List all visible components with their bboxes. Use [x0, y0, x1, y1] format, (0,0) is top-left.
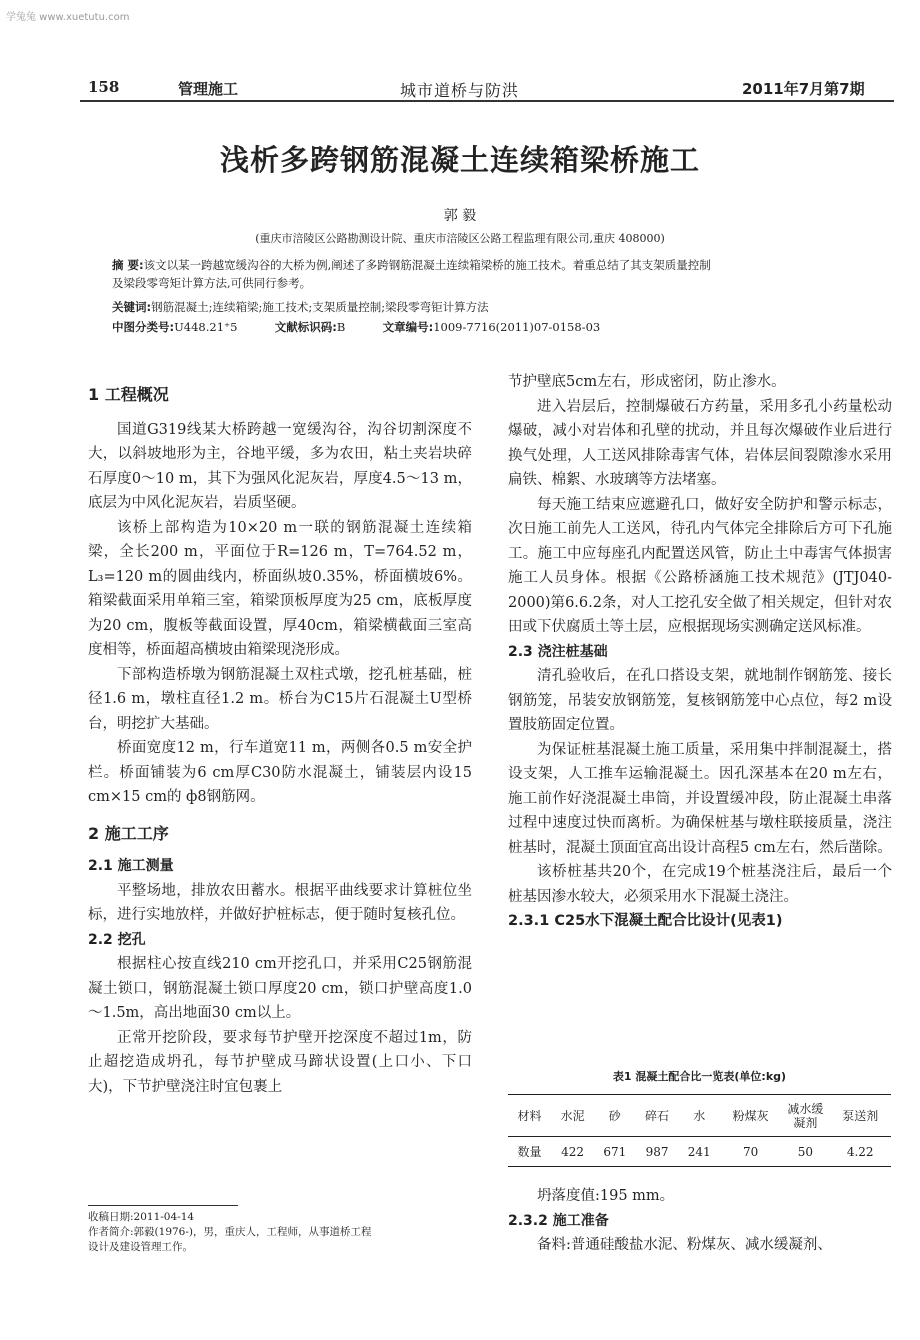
right-column-lower	[508, 1184, 892, 1258]
table-header-cell: 泵送剂	[842, 1109, 879, 1123]
heading-2: 2 施工工序	[88, 823, 169, 843]
paragraph: 坍落度值:195 mm。	[537, 1188, 675, 1204]
paragraph: 清孔验收后，在孔口搭设支架，就地制作钢筋笼、接长钢筋笼，吊装安放钢筋笼，复核钢筋笼中心点位，每2 m设置肢筋固定位置。	[508, 668, 892, 733]
affiliation: (重庆市涪陵区公路勘测设计院、重庆市涪陵区公路工程监理有限公司,重庆 408000)	[255, 232, 665, 245]
section-name: 管理施工	[178, 80, 239, 98]
paragraph: 每天施工结束应遮避孔口，做好安全防护和警示标志，次日施工前先人工送风，待孔内气体完全排除后方可下孔施工。施工中应每座孔内配置送风管，防止土中毒害气体损害施工人员身体。根据《公路桥涵施工技术规范》(JTJ040-2000)第6.6.2条，对人工挖孔安全做了相关规定，但针对农田或下伏腐质土等土层，应根据现场实测确定送风标准。	[508, 496, 892, 635]
classification	[112, 318, 872, 336]
table-cell: 671	[603, 1144, 627, 1159]
right-column	[508, 370, 892, 934]
mix-table	[508, 1094, 891, 1167]
paragraph: 桥面宽度12 m，行车道宽11 m，两侧各0.5 m安全护栏。桥面铺装为6 cm厚C30防水混凝土，铺装层内设15 cm×15 cm的 ф8钢筋网。	[88, 740, 472, 805]
mix-ratio-table	[508, 1094, 891, 1167]
heading-2-3: 2.3 浇注桩基础	[508, 643, 608, 660]
table-cell: 241	[687, 1144, 711, 1159]
article-number-label: 文章编号:	[382, 320, 434, 334]
heading-2-3-2: 2.3.2 施工准备	[508, 1212, 609, 1229]
table-row	[508, 1137, 891, 1167]
table-header-cell: 砂	[608, 1109, 621, 1123]
table-cell: 4.22	[846, 1144, 874, 1159]
author-bio-cont: 设计及建设管理工作。	[88, 1241, 193, 1253]
paragraph: 平整场地，排放农田蓄水。根据平曲线要求计算桩位坐标，进行实地放样，并做好护桩标志，便于随时复核孔位。	[88, 882, 472, 923]
page-number: 158	[88, 78, 120, 96]
left-column	[88, 383, 472, 1099]
clc-code: U448.21⁺5	[174, 320, 238, 334]
heading-2-2: 2.2 挖孔	[88, 931, 146, 948]
table-cell: 987	[645, 1144, 669, 1159]
clc-label: 中图分类号:	[112, 320, 175, 334]
article-number: 1009-7716(2011)07-0158-03	[433, 320, 601, 334]
paragraph: 节护壁底5cm左右，形成密闭，防止渗水。	[508, 374, 786, 390]
table-header-cell: 粉煤灰	[732, 1109, 769, 1123]
footnote-rule	[88, 1205, 238, 1206]
abstract	[112, 256, 872, 292]
author: 郭 毅	[443, 208, 477, 224]
table-header-cell: 碎石	[645, 1109, 670, 1123]
heading-2-3-1: 2.3.1 C25水下混凝土配合比设计(见表1)	[508, 913, 783, 929]
paragraph: 为保证桩基混凝土施工质量，采用集中拌制混凝土，搭设支架，人工推车运输混凝土。因孔深基本在20 m左右，施工前作好浇混凝土串筒，并设置缓冲段，防止混凝土串落过程中速度过快而离析。为确保桩基与墩柱联接质量，浇注桩基时，混凝土顶面宜高出设计高程5 cm左右，然后凿除。	[508, 741, 892, 856]
paragraph: 该桥桩基共20个，在完成19个桩基浇注后，最后一个桩基因渗水较大，必须采用水下混凝土浇注。	[508, 864, 892, 905]
abstract-line2: 及梁段零弯矩计算方法,可供同行参考。	[112, 276, 312, 290]
paragraph: 下部构造桥墩为钢筋混凝土双柱式墩，挖孔桩基础，桩径1.6 m，墩柱直径1.2 m。桥台为C15片石混凝土U型桥台，明挖扩大基础。	[88, 666, 472, 732]
table-header-cell: 水泥	[560, 1109, 585, 1123]
abstract-line1: 该文以某一跨越宽缓沟谷的大桥为例,阐述了多跨钢筋混凝土连续箱梁桥的施工技术。着重总结了其支架质量控制	[143, 258, 711, 272]
received-date: 收稿日期:2011-04-14	[88, 1211, 195, 1223]
keywords	[112, 298, 872, 316]
keywords-text: 钢筋混凝土;连续箱梁;施工技术;支架质量控制;梁段零弯钜计算方法	[151, 300, 489, 314]
paragraph: 国道G319线某大桥跨越一宽缓沟谷，沟谷切割深度不大，以斜坡地形为主，谷地平缓，多为农田，粘土夹岩块碎石厚度0～10 m，其下为强风化泥灰岩，厚度4.5～13 m，底层为中风化泥灰岩，岩质坚硬。	[88, 421, 472, 511]
heading-2-1: 2.1 施工测量	[88, 858, 174, 874]
watermark: 学兔兔 www.xuetutu.com	[6, 12, 130, 23]
doc-code-label: 文献标识码:	[274, 320, 337, 334]
paragraph: 进入岩层后，控制爆破石方药量，采用多孔小药量松动爆破，减小对岩体和孔壁的扰动，并且每次爆破作业后进行换气处理，人工送风排除毒害气体，岩体层间裂隙渗水采用扁铁、棉絮、水玻璃等方法堵塞。	[508, 398, 892, 488]
paragraph: 该桥上部构造为10×20 m一联的钢筋混凝土连续箱梁，全长200 m，平面位于R=126 m，T=764.52 m，L₃=120 m的圆曲线内，桥面纵坡0.35%，桥面横坡6%。箱梁截面采用单箱三室，箱梁顶板厚度为25 cm，底板厚度为20 cm，腹板等截面设置，厚40cm，箱梁横截面三室高度相等，桥面超高横坡由箱梁现浇形成。	[88, 519, 472, 658]
table-header-cell: 材料	[517, 1109, 542, 1123]
table-header-cell: 水	[693, 1109, 706, 1123]
issue-info: 2011年7月第7期	[742, 80, 865, 98]
header-rule	[80, 100, 894, 102]
doc-code: B	[336, 320, 346, 334]
article-title: 浅析多跨钢筋混凝土连续箱梁桥施工	[219, 143, 700, 177]
table-header-row	[508, 1095, 891, 1137]
author-bio: 作者简介:郭毅(1976-)，男，重庆人，工程师，从事道桥工程	[88, 1226, 372, 1238]
heading-1: 1 工程概况	[88, 385, 169, 404]
abstract-label: 摘 要:	[112, 258, 144, 272]
journal-name: 城市道桥与防洪	[400, 81, 520, 100]
table-header-cell: 减水缓凝剂	[787, 1101, 824, 1130]
paragraph: 根据柱心按直线210 cm开挖孔口，并采用C25钢筋混凝土锁口，钢筋混凝土锁口厚度20 cm，锁口护壁高度1.0～1.5m，高出地面30 cm以上。	[88, 956, 472, 1021]
table-row-label: 数量	[517, 1145, 542, 1159]
table-cell: 422	[561, 1144, 585, 1159]
paragraph: 正常开挖阶段，要求每节护壁开挖深度不超过1m，防止超挖造成坍孔，每节护壁成马蹄状设置(上口小、下口大)，下节护壁浇注时宜包裹上	[88, 1029, 472, 1095]
paragraph: 备料:普通硅酸盐水泥、粉煤灰、减水缓凝剂、	[537, 1237, 832, 1253]
table-caption: 表1 混凝土配合比一览表(单位:kg)	[612, 1070, 787, 1083]
table-cell: 50	[797, 1144, 814, 1159]
keywords-label: 关键词:	[112, 300, 152, 314]
footnote	[88, 1210, 472, 1255]
table-cell: 70	[743, 1144, 759, 1159]
